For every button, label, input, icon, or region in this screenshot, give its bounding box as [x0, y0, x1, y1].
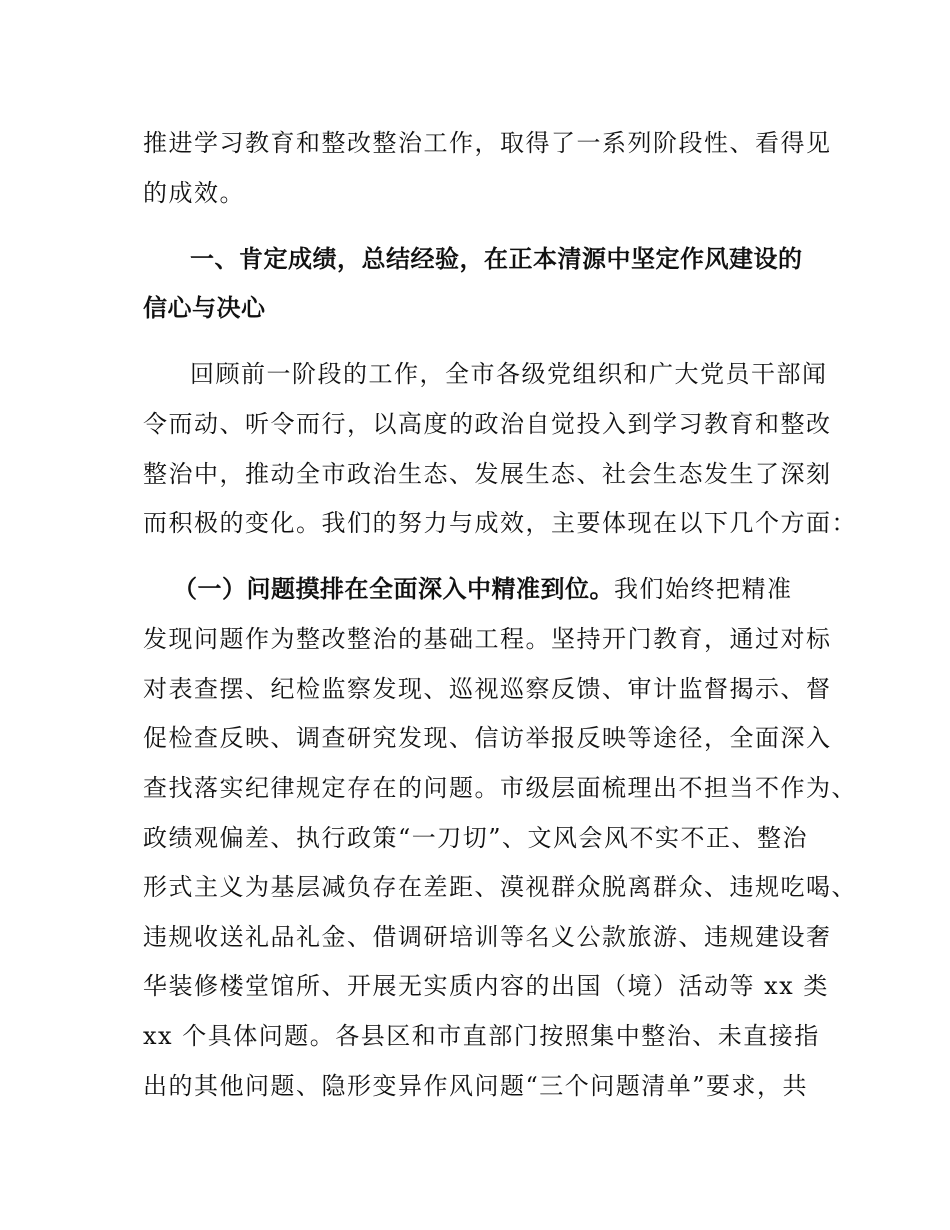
subsection-first-line [173, 574, 793, 604]
subsection-line-9: 华装修楼堂馆所、开展无实质内容的出国（境）活动等 xx 类 [143, 972, 829, 1000]
subsection-line-6: 政绩观偏差、执行政策“一刀切”、文风会风不实不正、整治 [143, 824, 809, 852]
subsection-line-11: 出的其他问题、隐形变异作风问题“三个问题清单”要求，共 [143, 1072, 809, 1100]
subsection-line-10: xx 个具体问题。各县区和市直部门按照集中整治、未直接指 [143, 1022, 820, 1050]
paragraph-review-line-3: 整治中，推动全市政治生态、发展生态、社会生态发生了深刻 [143, 460, 832, 488]
paragraph-review-line-1: 回顾前一阶段的工作，全市各级党组织和广大党员干部闻 [190, 360, 828, 388]
subsection-line-8: 违规收送礼品礼金、借调研培训等名义公款旅游、违规建设奢 [143, 923, 832, 951]
section-heading-line-2: 信心与决心 [143, 294, 266, 322]
paragraph-review-line-2: 令而动、听令而行，以高度的政治自觉投入到学习教育和整改 [143, 410, 832, 438]
paragraph-intro-line-1: 推进学习教育和整改整治工作，取得了一系列阶段性、看得见 [143, 129, 832, 157]
subsection-line-5: 查找落实纪律规定存在的问题。市级层面梳理出不担当不作为、 [143, 774, 857, 802]
paragraph-intro-line-2: 的成效。 [143, 179, 245, 207]
subsection-line-4: 促检查反映、调查研究发现、信访举报反映等途径，全面深入 [143, 724, 832, 752]
subsection-title: （一）问题摸排在全面深入中精准到位。 [173, 575, 614, 603]
paragraph-review-line-4: 而积极的变化。我们的努力与成效，主要体现在以下几个方面： [143, 509, 857, 537]
subsection-lead-rest: 我们始终把精准 [614, 575, 793, 603]
subsection-line-2: 发现问题作为整改整治的基础工程。坚持开门教育，通过对标 [143, 625, 832, 653]
subsection-line-7: 形式主义为基层减负存在差距、漠视群众脱离群众、违规吃喝、 [143, 873, 857, 901]
subsection-line-3: 对表查摆、纪检监察发现、巡视巡察反馈、审计监督揭示、督 [143, 675, 832, 703]
section-heading-line-1: 一、肯定成绩，总结经验，在正本清源中坚定作风建设的 [190, 245, 803, 273]
